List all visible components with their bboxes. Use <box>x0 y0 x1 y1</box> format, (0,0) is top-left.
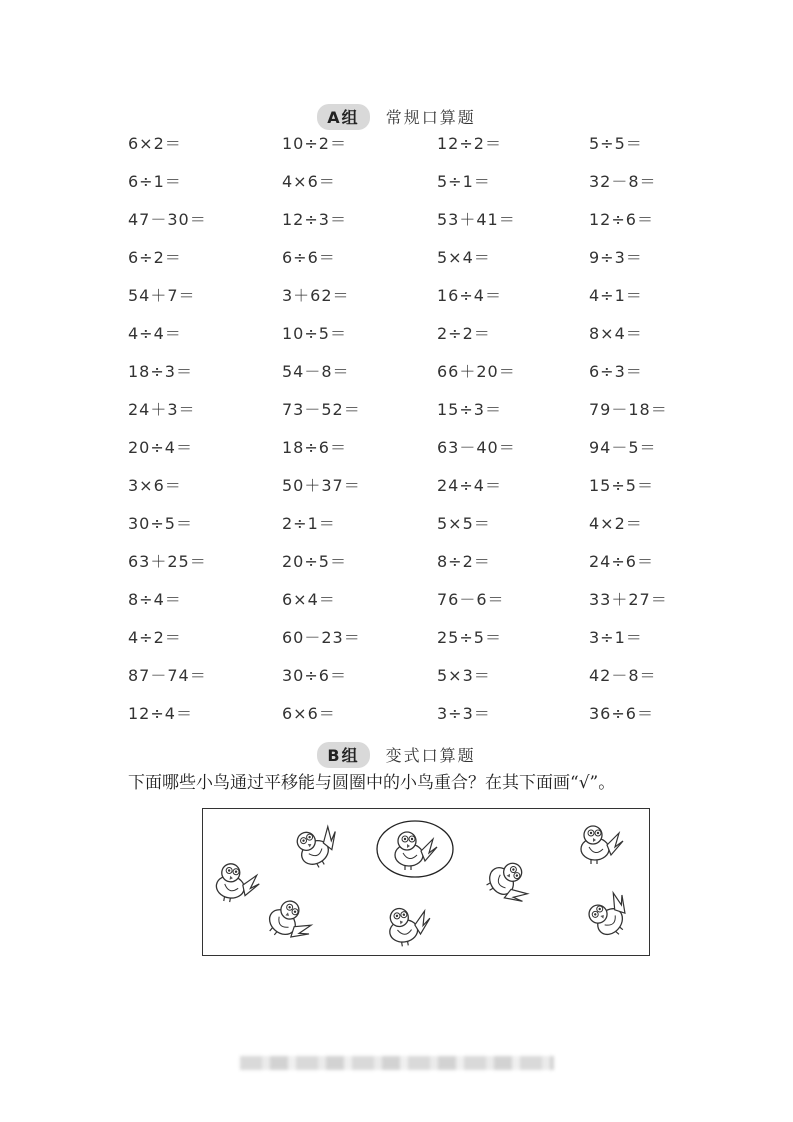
problem-item: 18÷6＝ <box>282 438 347 457</box>
problem-item: 5×4＝ <box>437 248 491 267</box>
problem-item: 20÷5＝ <box>282 552 347 571</box>
problem-item: 66＋20＝ <box>437 362 516 381</box>
problem-item: 3÷1＝ <box>589 628 643 647</box>
problem-item: 5×5＝ <box>437 514 491 533</box>
section-a-heading: 常规口算题 <box>385 108 476 127</box>
problem-item: 5÷1＝ <box>437 172 491 191</box>
problem-item: 12÷4＝ <box>128 704 193 723</box>
bird-1 <box>291 819 346 873</box>
problem-item: 4×2＝ <box>589 514 643 533</box>
problem-item: 6÷3＝ <box>589 362 643 381</box>
problem-item: 12÷2＝ <box>437 134 502 153</box>
problem-item: 3＋62＝ <box>282 286 350 305</box>
problem-item: 20÷4＝ <box>128 438 193 457</box>
problem-item: 63＋25＝ <box>128 552 207 571</box>
problem-item: 4×6＝ <box>282 172 336 191</box>
problem-item: 24÷6＝ <box>589 552 654 571</box>
problem-item: 4÷1＝ <box>589 286 643 305</box>
problem-item: 4÷4＝ <box>128 324 182 343</box>
problem-item: 6÷6＝ <box>282 248 336 267</box>
problem-item: 6÷1＝ <box>128 172 182 191</box>
problem-item: 50＋37＝ <box>282 476 361 495</box>
problem-item: 12÷3＝ <box>282 210 347 229</box>
section-b-title <box>0 742 793 768</box>
problem-item: 10÷5＝ <box>282 324 347 343</box>
bird-5 <box>482 857 536 912</box>
problem-item: 30÷6＝ <box>282 666 347 685</box>
problem-item: 25÷5＝ <box>437 628 502 647</box>
problem-item: 16÷4＝ <box>437 286 502 305</box>
problem-item: 94－5＝ <box>589 438 657 457</box>
problem-item: 63－40＝ <box>437 438 516 457</box>
problem-item: 3÷3＝ <box>437 704 491 723</box>
instruction-text: 下面哪些小鸟通过平移能与圆圈中的小鸟重合？在其下面画“√”。 <box>128 773 616 793</box>
problem-item: 4÷2＝ <box>128 628 182 647</box>
section-a-badge: A组 <box>317 104 369 130</box>
problem-item: 79－18＝ <box>589 400 668 419</box>
problem-item: 2÷1＝ <box>282 514 336 533</box>
problem-item: 15÷3＝ <box>437 400 502 419</box>
bird-in-circle <box>395 832 437 870</box>
bird-picture <box>203 809 649 955</box>
problem-grid <box>128 130 709 738</box>
bird-7 <box>583 885 639 942</box>
problem-item: 5×3＝ <box>437 666 491 685</box>
blurred-footer <box>240 1056 554 1070</box>
problem-item: 8÷2＝ <box>437 552 491 571</box>
problem-item: 87－74＝ <box>128 666 207 685</box>
problem-item: 54＋7＝ <box>128 286 196 305</box>
problem-item: 6×6＝ <box>282 704 336 723</box>
problem-item: 60－23＝ <box>282 628 361 647</box>
bird-2 <box>214 862 262 907</box>
problem-item: 8÷4＝ <box>128 590 182 609</box>
bird-picture-box <box>202 808 650 956</box>
problem-item: 2÷2＝ <box>437 324 491 343</box>
section-b-heading: 变式口算题 <box>385 746 476 765</box>
problem-item: 76－6＝ <box>437 590 505 609</box>
problem-item: 6×4＝ <box>282 590 336 609</box>
problem-item: 24＋3＝ <box>128 400 196 419</box>
problem-item: 5÷5＝ <box>589 134 643 153</box>
problem-item: 18÷3＝ <box>128 362 193 381</box>
problem-item: 36÷6＝ <box>589 704 654 723</box>
problem-item: 12÷6＝ <box>589 210 654 229</box>
problem-item: 6×2＝ <box>128 134 182 153</box>
section-b-badge: B组 <box>317 742 369 768</box>
problem-item: 47－30＝ <box>128 210 207 229</box>
problem-item: 15÷5＝ <box>589 476 654 495</box>
problem-item: 42－8＝ <box>589 666 657 685</box>
problem-item: 24÷4＝ <box>437 476 502 495</box>
problem-item: 10÷2＝ <box>282 134 347 153</box>
problem-item: 3×6＝ <box>128 476 182 495</box>
problem-item: 33＋27＝ <box>589 590 668 609</box>
problem-item: 32－8＝ <box>589 172 657 191</box>
bird-4 <box>386 903 434 948</box>
problem-item: 54－8＝ <box>282 362 350 381</box>
problem-item: 30÷5＝ <box>128 514 193 533</box>
problem-item: 53＋41＝ <box>437 210 516 229</box>
problem-item: 6÷2＝ <box>128 248 182 267</box>
problem-item: 8×4＝ <box>589 324 643 343</box>
problem-item: 9÷3＝ <box>589 248 643 267</box>
section-a-title <box>0 104 793 130</box>
bird-3 <box>262 895 319 951</box>
problem-item: 73－52＝ <box>282 400 361 419</box>
bird-6 <box>581 826 623 864</box>
